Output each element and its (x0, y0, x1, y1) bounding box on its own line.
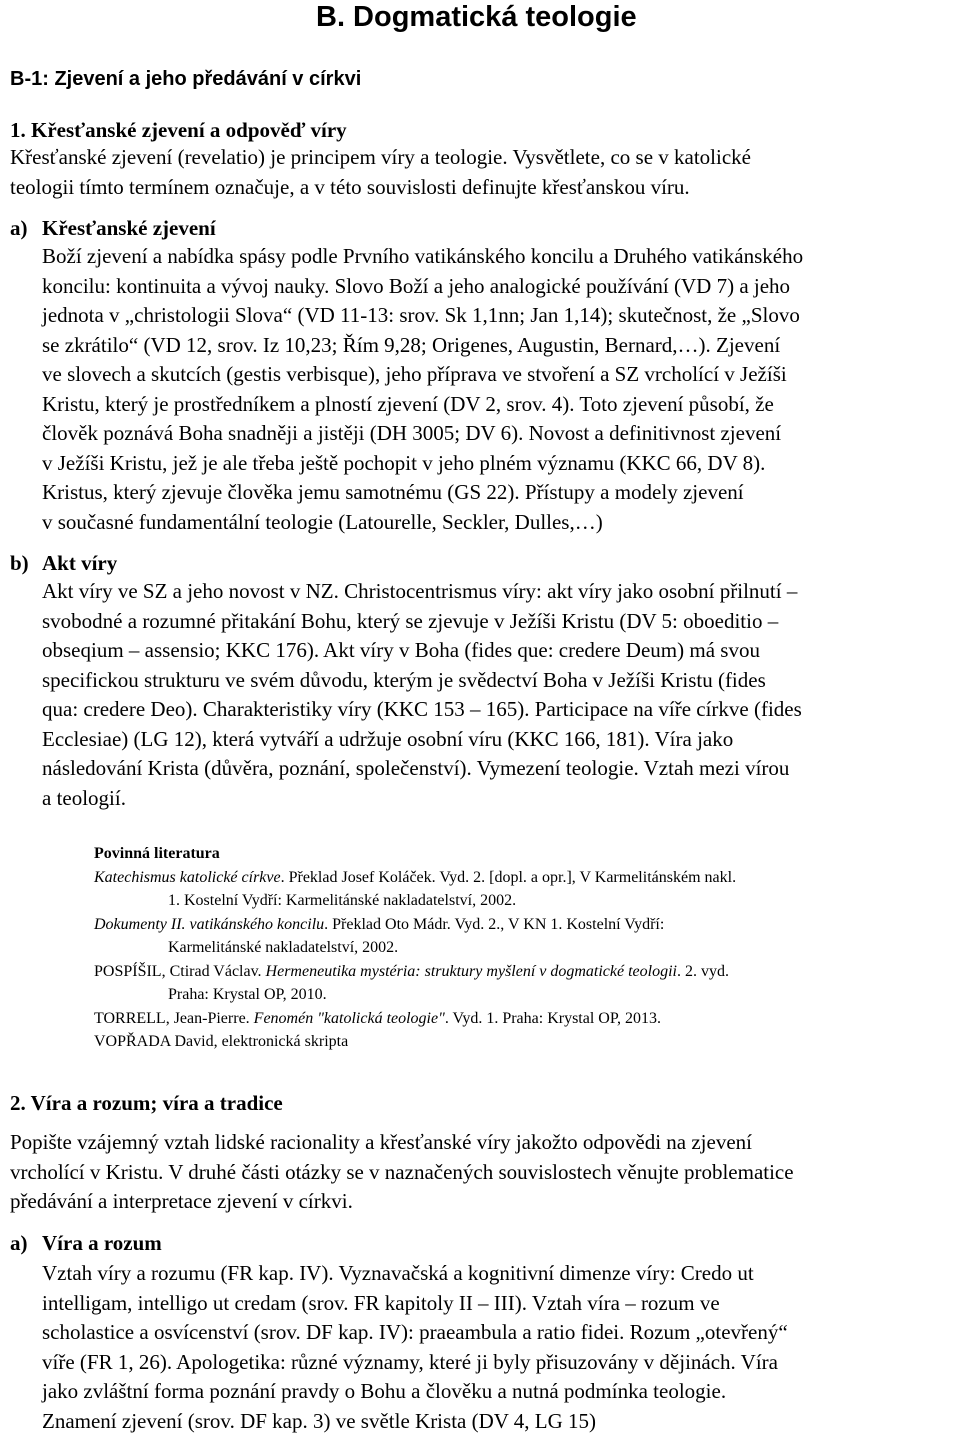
literature-list (94, 842, 954, 1054)
literature-author: POSPÍŠIL, Ctirad Václav. (94, 963, 266, 980)
text-line: Popište vzájemný vztah lidské racionality a křesťanské víry jakožto odpovědi na zjevení (10, 1128, 794, 1158)
section-2-intro (10, 1128, 794, 1217)
subsection-1a-body (42, 242, 803, 537)
literature-entry (94, 960, 954, 1007)
literature-entry (94, 913, 954, 960)
literature-continuation: 1. Kostelní Vydří: Karmelitánské nakladatelství, 2002. (94, 889, 954, 913)
literature-details: . Vyd. 1. Praha: Krystal OP, 2013. (445, 1010, 661, 1027)
subsection-1b-label: b) (10, 549, 29, 577)
section-2-heading: 2. Víra a rozum; víra a tradice (10, 1089, 283, 1117)
text-line: Ecclesiae) (LG 12), která vytváří a udržuje osobní víru (KKC 166, 181). Víra jako (42, 725, 802, 755)
text-line: obseqium – assensio; KKC 176). Akt víry v Boha (fides que: credere Deum) má svou (42, 636, 802, 666)
subsection-2a-label: a) (10, 1229, 28, 1257)
text-line: Kristu, který je prostředníkem a plností zjevení (DV 2, srov. 4). Toto zjevení působí, že (42, 390, 803, 420)
literature-entry (94, 1030, 954, 1054)
text-line: teologii tímto termínem označuje, a v této souvislosti definujte křesťanskou víru. (10, 173, 751, 203)
text-line: Křesťanské zjevení (revelatio) je principem víry a teologie. Vysvětlete, co se v katolické (10, 143, 751, 173)
literature-continuation: Karmelitánské nakladatelství, 2002. (94, 936, 954, 960)
text-line: Znamení zjevení (srov. DF kap. 3) ve světle Krista (DV 4, LG 15) (42, 1407, 788, 1436)
document-header-title: B. Dogmatická teologie (316, 0, 637, 34)
text-line: a teologií. (42, 784, 802, 814)
text-line: intelligam, intelligo ut credam (srov. FR kapitoly II – III). Vztah víra – rozum ve (42, 1289, 788, 1319)
text-line: předávání a interpretace zjevení v církvi. (10, 1187, 794, 1217)
text-line: specifickou strukturu ve svém důvodu, kterým je svědectví Boha v Ježíši Kristu (fides (42, 666, 802, 696)
literature-title: Hermeneutika mystéria: struktury myšlení v dogmatické teologii (266, 963, 677, 980)
text-line: v Ježíši Kristu, jež je ale třeba ještě pochopit v jeho plném významu (KKC 66, DV 8). (42, 449, 803, 479)
text-line: v současné fundamentální teologie (Latourelle, Seckler, Dulles,…) (42, 508, 803, 538)
text-line: jako zvláštní forma poznání pravdy o Bohu a člověku a nutná podmínka teologie. (42, 1377, 788, 1407)
literature-details: . 2. vyd. (677, 963, 729, 980)
subsection-1a-label: a) (10, 214, 28, 242)
literature-author: TORRELL, Jean-Pierre. (94, 1010, 254, 1027)
text-line: Akt víry ve SZ a jeho novost v NZ. Christocentrismus víry: akt víry jako osobní přilnutí – (42, 577, 802, 607)
section-1-intro (10, 143, 751, 202)
text-line: se zkrátilo“ (VD 12, srov. Iz 10,23; Řím 9,28; Origenes, Augustin, Bernard,…). Zjevení (42, 331, 803, 361)
literature-author: VOPŘADA David, elektronická skripta (94, 1030, 954, 1054)
literature-title: Fenomén "katolická teologie" (254, 1010, 445, 1027)
literature-entry (94, 866, 954, 913)
text-line: qua: credere Deo). Charakteristiky víry (KKC 153 – 165). Participace na víře církve (fides (42, 695, 802, 725)
section-1-heading: 1. Křesťanské zjevení a odpověď víry (10, 116, 347, 144)
subsection-1b-title: Akt víry (42, 549, 117, 577)
literature-heading: Povinná literatura (94, 842, 954, 866)
topic-title: B-1: Zjevení a jeho předávání v církvi (10, 66, 361, 92)
subsection-1b-body (42, 577, 802, 813)
literature-details: . Překlad Oto Mádr. Vyd. 2., V KN 1. Kostelní Vydří: (324, 916, 664, 933)
literature-title: Katechismus katolické církve (94, 869, 281, 886)
text-line: vrcholící v Kristu. V druhé části otázky se v naznačených souvislostech věnujte problematice (10, 1158, 794, 1188)
text-line: koncilu: kontinuita a vývoj nauky. Slovo Boží a jeho analogické používání (VD 7) a jeho (42, 272, 803, 302)
text-line: scholastice a osvícenství (srov. DF kap. IV): praeambula a ratio fidei. Rozum „otevřený“ (42, 1318, 788, 1348)
text-line: člověk poznává Boha snadněji a jistěji (DH 3005; DV 6). Novost a definitivnost zjevení (42, 419, 803, 449)
text-line: víře (FR 1, 26). Apologetika: různé významy, které ji byly přisuzovány v dějinách. Víra (42, 1348, 788, 1378)
literature-details: . Překlad Josef Koláček. Vyd. 2. [dopl. a opr.], V Karmelitánském nakl. (281, 869, 736, 886)
text-line: Boží zjevení a nabídka spásy podle Prvního vatikánského koncilu a Druhého vatikánského (42, 242, 803, 272)
subsection-1a-title: Křesťanské zjevení (42, 214, 216, 242)
text-line: Vztah víry a rozumu (FR kap. IV). Vyznavačská a kognitivní dimenze víry: Credo ut (42, 1259, 788, 1289)
literature-continuation: Praha: Krystal OP, 2010. (94, 983, 954, 1007)
literature-title: Dokumenty II. vatikánského koncilu (94, 916, 324, 933)
text-line: svobodné a rozumné přitakání Bohu, který se zjevuje v Ježíši Kristu (DV 5: oboeditio – (42, 607, 802, 637)
subsection-2a-body (42, 1259, 788, 1436)
text-line: následování Krista (důvěra, poznání, společenství). Vymezení teologie. Vztah mezi vírou (42, 754, 802, 784)
literature-entry (94, 1007, 954, 1031)
text-line: jednota v „christologii Slova“ (VD 11-13: srov. Sk 1,1nn; Jan 1,14); skutečnost, že „Slovo (42, 301, 803, 331)
text-line: Kristus, který zjevuje člověka jemu samotnému (GS 22). Přístupy a modely zjevení (42, 478, 803, 508)
subsection-2a-title: Víra a rozum (42, 1229, 162, 1257)
text-line: ve slovech a skutcích (gestis verbisque), jeho příprava ve stvoření a SZ vrcholící v Ježíši (42, 360, 803, 390)
